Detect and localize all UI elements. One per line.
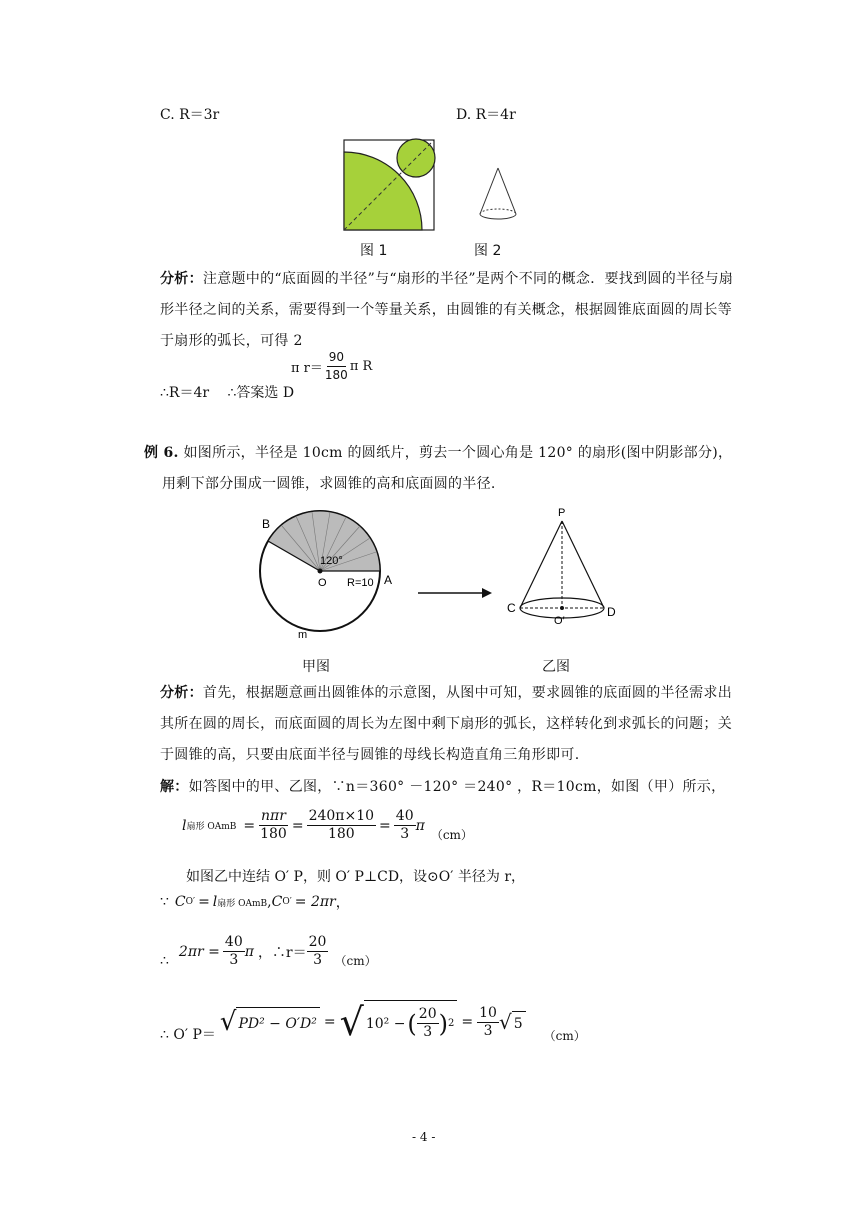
label-O-prime: O′ [554,615,565,627]
figure-jia-yi [250,500,630,680]
fraction-90-180: $\frac{90}{180}$ [324,350,348,382]
label-D: D [607,605,616,619]
conclusion-1: ∴R＝4r ∴答案选 D [160,385,295,401]
yi-caption: 乙图 [542,659,570,675]
label-B: B [262,517,271,531]
arrow-right-icon [482,588,492,598]
jia-caption: 甲图 [302,659,330,675]
formula-radius: ∴ 2πr = $\frac{40}{3}$ π ，∴r＝ $\frac{20}{3}$ （cm） [160,934,377,969]
label-O: O [318,577,327,589]
example-label: 例 6. [144,445,179,461]
page-number: - 4 - [412,1130,436,1144]
figure-2-caption: 图 2 [474,243,502,259]
analysis-paragraph-1: 分析：注意题中的“底面圆的半径”与“扇形的半径”是两个不同的概念．要找到圆的半径与扇形半径之间的关系，需要得到一个等量关系，由圆锥的有关概念，根据圆锥底面圆的周长等于扇形的弧长，可得 2 [160,271,734,349]
analysis-paragraph-2: 分析：首先，根据题意画出圆锥体的示意图，从图中可知，要求圆锥的底面圆的半径需求出其所在圆的周长，而底面圆的周长为左图中剩下扇形的弧长，这样转化到求弧长的问题；关于圆锥的高，只要由底面半径与圆锥的母线长构造直角三角形即可. [160,685,733,763]
analysis-label: 分析： [160,271,203,287]
formula-arc-length: l 扇形 OAmB = $\frac{\text{nπr}}{180}$ = $\frac{240\pi\times 10}{180}$ = $\frac{40}{3}$ π （cm） [182,808,473,842]
option-c: C. R＝3r [160,107,220,123]
label-angle: 120° [320,555,343,567]
option-d: D. R＝4r [456,107,516,123]
label-A: A [384,573,393,587]
solution-line-2: 如图乙中连结 O′ P，则 O′ P⊥CD，设⊙O′ 半径为 r， [186,869,526,885]
label-m: m [298,629,308,641]
formula-circumference: ∵ C O′ = l 扇形 OAmB , C O′ = 2πr ， [160,894,350,911]
figure-1-caption: 图 1 [360,243,388,259]
label-radius: R=10 [347,577,374,589]
analysis-formula: π r＝ $\frac{90}{180}$ π R [291,350,373,382]
formula-height: ∴ O′ P＝ √ PD² − O′D² = √ 10² − ( $\frac{20}{3}$ ) 2 = $\frac{10}{3}$ √ 5 （cm） [160,1000,586,1044]
solution-intro: 解：如答图中的甲、乙图，∵n＝360° －120° ＝240° ，R＝10cm，如图（甲）所示， [160,779,726,795]
label-C: C [507,601,516,615]
example-6: 例 6. 如图所示，半径是 10cm 的圆纸片，剪去一个圆心角是 120° 的扇形(图中阴影部分)，用剩下部分围成一圆锥，求圆锥的高和底面圆的半径. [144,445,733,492]
label-P: P [558,507,566,519]
